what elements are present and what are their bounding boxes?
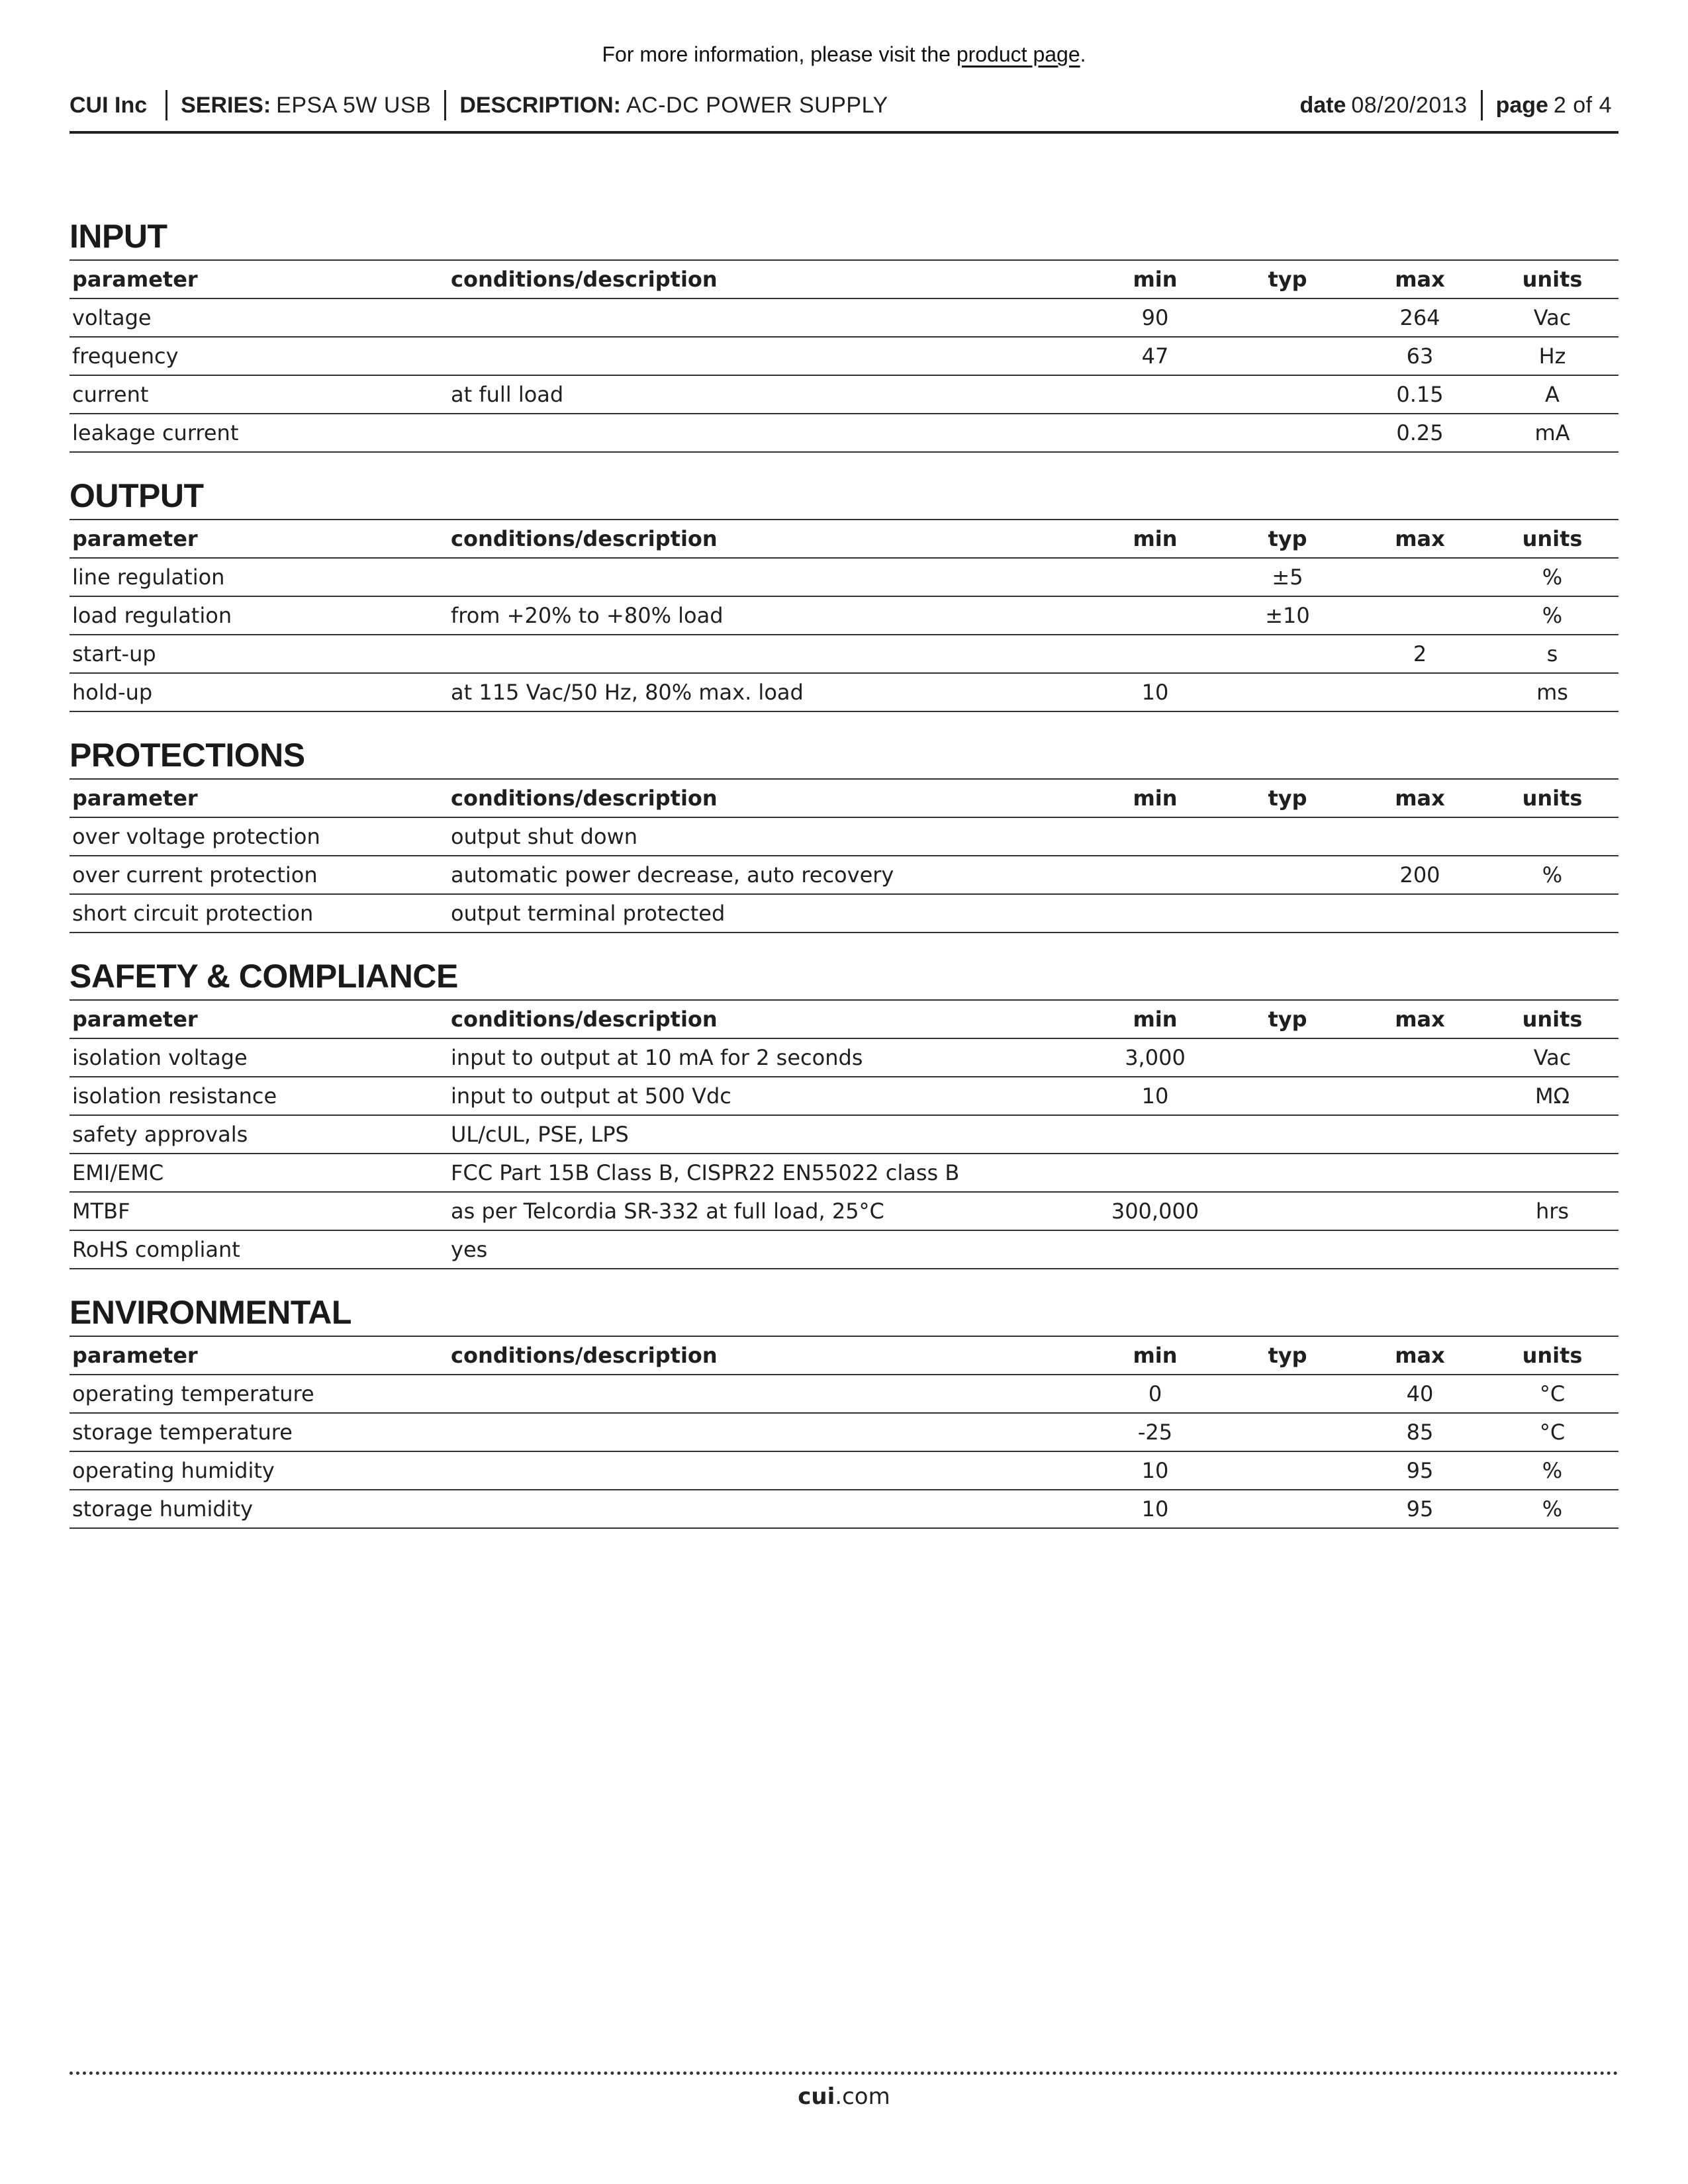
column-header-typ: typ bbox=[1221, 260, 1354, 298]
table-row bbox=[70, 298, 1618, 337]
cell-min bbox=[1089, 894, 1221, 933]
cell-typ bbox=[1221, 856, 1354, 894]
cell-units: A bbox=[1486, 375, 1618, 414]
section-safety-compliance bbox=[70, 953, 1618, 1269]
cell-max bbox=[1354, 894, 1486, 933]
spec-table bbox=[70, 1336, 1618, 1529]
column-header-parameter: parameter bbox=[70, 260, 448, 298]
cell-max bbox=[1354, 1230, 1486, 1269]
document-header bbox=[70, 86, 1618, 134]
cell-typ bbox=[1221, 817, 1354, 856]
section-title: SAFETY & COMPLIANCE bbox=[70, 958, 458, 995]
cell-typ bbox=[1221, 673, 1354, 711]
column-header-max: max bbox=[1354, 779, 1486, 817]
table-row bbox=[70, 1154, 1618, 1192]
cell-min bbox=[1089, 558, 1221, 596]
cell-conditions-description bbox=[448, 1451, 1089, 1490]
cell-max: 85 bbox=[1354, 1413, 1486, 1451]
cell-max bbox=[1354, 817, 1486, 856]
section-environmental bbox=[70, 1289, 1618, 1529]
column-header-min: min bbox=[1089, 260, 1221, 298]
cell-parameter: EMI/EMC bbox=[70, 1154, 448, 1192]
section-protections bbox=[70, 732, 1618, 933]
cell-max bbox=[1354, 1154, 1486, 1192]
column-header-min: min bbox=[1089, 1336, 1221, 1375]
cell-min: 10 bbox=[1089, 1077, 1221, 1115]
cell-units: % bbox=[1486, 1451, 1618, 1490]
cell-conditions-description bbox=[448, 298, 1089, 337]
cell-max bbox=[1354, 1192, 1486, 1230]
cell-typ bbox=[1221, 1192, 1354, 1230]
cell-parameter: over current protection bbox=[70, 856, 448, 894]
cell-typ bbox=[1221, 1115, 1354, 1154]
cell-max bbox=[1354, 1115, 1486, 1154]
cell-units: °C bbox=[1486, 1375, 1618, 1413]
cell-min: 3,000 bbox=[1089, 1038, 1221, 1077]
table-row bbox=[70, 635, 1618, 673]
cell-min: 0 bbox=[1089, 1375, 1221, 1413]
table-row bbox=[70, 1230, 1618, 1269]
cell-min: 10 bbox=[1089, 1451, 1221, 1490]
column-header-typ: typ bbox=[1221, 1336, 1354, 1375]
cell-min: 10 bbox=[1089, 673, 1221, 711]
cell-max: 63 bbox=[1354, 337, 1486, 375]
cell-conditions-description: automatic power decrease, auto recovery bbox=[448, 856, 1089, 894]
cell-min: 47 bbox=[1089, 337, 1221, 375]
cell-conditions-description: at 115 Vac/50 Hz, 80% max. load bbox=[448, 673, 1089, 711]
cell-units: ms bbox=[1486, 673, 1618, 711]
cell-min bbox=[1089, 1230, 1221, 1269]
cell-max bbox=[1354, 673, 1486, 711]
cell-units: mA bbox=[1486, 414, 1618, 452]
cell-max: 200 bbox=[1354, 856, 1486, 894]
section-title: INPUT bbox=[70, 218, 167, 255]
cell-units bbox=[1486, 817, 1618, 856]
column-header-conditions-description: conditions/description bbox=[448, 1336, 1089, 1375]
cell-conditions-description: input to output at 10 mA for 2 seconds bbox=[448, 1038, 1089, 1077]
cell-conditions-description bbox=[448, 558, 1089, 596]
cell-max: 0.15 bbox=[1354, 375, 1486, 414]
column-header-units: units bbox=[1486, 1336, 1618, 1375]
cell-max: 2 bbox=[1354, 635, 1486, 673]
cell-min bbox=[1089, 817, 1221, 856]
cell-units: % bbox=[1486, 596, 1618, 635]
cell-min bbox=[1089, 1115, 1221, 1154]
table-row bbox=[70, 337, 1618, 375]
column-header-conditions-description: conditions/description bbox=[448, 1000, 1089, 1038]
cell-units bbox=[1486, 894, 1618, 933]
column-header-min: min bbox=[1089, 779, 1221, 817]
table-row bbox=[70, 375, 1618, 414]
cell-units bbox=[1486, 1115, 1618, 1154]
cell-parameter: leakage current bbox=[70, 414, 448, 452]
spec-table bbox=[70, 999, 1618, 1269]
table-row bbox=[70, 1451, 1618, 1490]
product-info-period: . bbox=[1080, 42, 1086, 66]
cell-typ bbox=[1221, 298, 1354, 337]
cell-conditions-description: FCC Part 15B Class B, CISPR22 EN55022 class B bbox=[448, 1154, 1089, 1192]
column-header-units: units bbox=[1486, 1000, 1618, 1038]
cell-parameter: line regulation bbox=[70, 558, 448, 596]
table-header-row bbox=[70, 260, 1618, 298]
cell-max bbox=[1354, 558, 1486, 596]
cell-parameter: isolation voltage bbox=[70, 1038, 448, 1077]
column-header-units: units bbox=[1486, 260, 1618, 298]
cell-conditions-description: as per Telcordia SR-332 at full load, 25°C bbox=[448, 1192, 1089, 1230]
cell-units: Vac bbox=[1486, 1038, 1618, 1077]
table-row bbox=[70, 414, 1618, 452]
cell-parameter: frequency bbox=[70, 337, 448, 375]
product-page-link[interactable]: product page bbox=[956, 42, 1080, 66]
cell-max bbox=[1354, 1077, 1486, 1115]
cell-conditions-description bbox=[448, 1375, 1089, 1413]
section-title: OUTPUT bbox=[70, 477, 204, 514]
column-header-parameter: parameter bbox=[70, 779, 448, 817]
cell-units: % bbox=[1486, 856, 1618, 894]
cell-min bbox=[1089, 596, 1221, 635]
section-input bbox=[70, 213, 1618, 453]
cell-typ: ±5 bbox=[1221, 558, 1354, 596]
column-header-parameter: parameter bbox=[70, 1000, 448, 1038]
table-row bbox=[70, 1375, 1618, 1413]
column-header-max: max bbox=[1354, 1000, 1486, 1038]
cell-min: 90 bbox=[1089, 298, 1221, 337]
footer-divider bbox=[70, 2071, 1618, 2075]
cell-typ bbox=[1221, 414, 1354, 452]
cell-typ bbox=[1221, 1154, 1354, 1192]
cell-typ bbox=[1221, 337, 1354, 375]
header-divider bbox=[1481, 90, 1483, 120]
cell-typ bbox=[1221, 1375, 1354, 1413]
table-header-row bbox=[70, 1336, 1618, 1375]
cell-parameter: voltage bbox=[70, 298, 448, 337]
cell-parameter: RoHS compliant bbox=[70, 1230, 448, 1269]
cell-min: 300,000 bbox=[1089, 1192, 1221, 1230]
header-divider bbox=[444, 90, 446, 120]
cell-parameter: load regulation bbox=[70, 596, 448, 635]
section-title: PROTECTIONS bbox=[70, 737, 305, 774]
column-header-units: units bbox=[1486, 779, 1618, 817]
cell-parameter: storage temperature bbox=[70, 1413, 448, 1451]
column-header-parameter: parameter bbox=[70, 520, 448, 558]
section-title: ENVIRONMENTAL bbox=[70, 1294, 352, 1331]
cell-parameter: storage humidity bbox=[70, 1490, 448, 1528]
section-output bbox=[70, 473, 1618, 712]
cell-typ bbox=[1221, 1490, 1354, 1528]
table-row bbox=[70, 596, 1618, 635]
cell-typ bbox=[1221, 1077, 1354, 1115]
cell-parameter: operating humidity bbox=[70, 1451, 448, 1490]
cell-conditions-description: input to output at 500 Vdc bbox=[448, 1077, 1089, 1115]
cell-units: °C bbox=[1486, 1413, 1618, 1451]
cell-conditions-description: output shut down bbox=[448, 817, 1089, 856]
cell-conditions-description bbox=[448, 1413, 1089, 1451]
spec-table bbox=[70, 519, 1618, 712]
cell-parameter: isolation resistance bbox=[70, 1077, 448, 1115]
cell-max: 264 bbox=[1354, 298, 1486, 337]
table-row bbox=[70, 1490, 1618, 1528]
spec-sections bbox=[70, 213, 1618, 1529]
column-header-typ: typ bbox=[1221, 1000, 1354, 1038]
description-field: DESCRIPTION: AC-DC POWER SUPPLY bbox=[459, 92, 888, 118]
product-info-note bbox=[0, 42, 1688, 67]
cell-parameter: short circuit protection bbox=[70, 894, 448, 933]
column-header-typ: typ bbox=[1221, 779, 1354, 817]
cell-conditions-description: output terminal protected bbox=[448, 894, 1089, 933]
column-header-max: max bbox=[1354, 1336, 1486, 1375]
cell-conditions-description: yes bbox=[448, 1230, 1089, 1269]
cell-conditions-description: at full load bbox=[448, 375, 1089, 414]
cell-min: -25 bbox=[1089, 1413, 1221, 1451]
cell-min bbox=[1089, 414, 1221, 452]
cell-max: 95 bbox=[1354, 1490, 1486, 1528]
cell-units: hrs bbox=[1486, 1192, 1618, 1230]
cell-typ bbox=[1221, 1413, 1354, 1451]
cell-max: 40 bbox=[1354, 1375, 1486, 1413]
cell-units: Vac bbox=[1486, 298, 1618, 337]
table-row bbox=[70, 1077, 1618, 1115]
table-row bbox=[70, 1413, 1618, 1451]
cell-conditions-description: from +20% to +80% load bbox=[448, 596, 1089, 635]
cell-typ bbox=[1221, 375, 1354, 414]
cell-parameter: over voltage protection bbox=[70, 817, 448, 856]
cell-typ: ±10 bbox=[1221, 596, 1354, 635]
cell-parameter: safety approvals bbox=[70, 1115, 448, 1154]
table-header-row bbox=[70, 779, 1618, 817]
footer-website[interactable]: cui.com bbox=[798, 2083, 890, 2110]
spec-table bbox=[70, 259, 1618, 453]
column-header-min: min bbox=[1089, 520, 1221, 558]
table-row bbox=[70, 856, 1618, 894]
cell-min: 10 bbox=[1089, 1490, 1221, 1528]
page-number-field: page 2 of 4 bbox=[1495, 92, 1612, 118]
table-row bbox=[70, 1115, 1618, 1154]
cell-max: 95 bbox=[1354, 1451, 1486, 1490]
cell-parameter: hold-up bbox=[70, 673, 448, 711]
cell-units: % bbox=[1486, 558, 1618, 596]
cell-units: MΩ bbox=[1486, 1077, 1618, 1115]
cell-typ bbox=[1221, 1451, 1354, 1490]
cell-typ bbox=[1221, 1038, 1354, 1077]
cell-units bbox=[1486, 1154, 1618, 1192]
cell-parameter: operating temperature bbox=[70, 1375, 448, 1413]
table-row bbox=[70, 1038, 1618, 1077]
cell-units: % bbox=[1486, 1490, 1618, 1528]
header-divider bbox=[165, 90, 167, 120]
cell-parameter: start-up bbox=[70, 635, 448, 673]
date-field: date 08/20/2013 bbox=[1299, 92, 1468, 118]
column-header-conditions-description: conditions/description bbox=[448, 520, 1089, 558]
table-row bbox=[70, 817, 1618, 856]
column-header-units: units bbox=[1486, 520, 1618, 558]
table-row bbox=[70, 673, 1618, 711]
product-info-text: For more information, please visit the bbox=[602, 42, 957, 66]
cell-max bbox=[1354, 596, 1486, 635]
cell-conditions-description bbox=[448, 337, 1089, 375]
cell-parameter: current bbox=[70, 375, 448, 414]
column-header-max: max bbox=[1354, 260, 1486, 298]
column-header-typ: typ bbox=[1221, 520, 1354, 558]
column-header-min: min bbox=[1089, 1000, 1221, 1038]
cell-conditions-description bbox=[448, 414, 1089, 452]
cell-min bbox=[1089, 375, 1221, 414]
cell-conditions-description bbox=[448, 1490, 1089, 1528]
cell-units: Hz bbox=[1486, 337, 1618, 375]
table-row bbox=[70, 1192, 1618, 1230]
series-field: SERIES: EPSA 5W USB bbox=[181, 92, 432, 118]
cell-units bbox=[1486, 1230, 1618, 1269]
table-header-row bbox=[70, 520, 1618, 558]
column-header-parameter: parameter bbox=[70, 1336, 448, 1375]
cell-typ bbox=[1221, 1230, 1354, 1269]
column-header-conditions-description: conditions/description bbox=[448, 260, 1089, 298]
cell-max bbox=[1354, 1038, 1486, 1077]
cell-min bbox=[1089, 635, 1221, 673]
cell-conditions-description bbox=[448, 635, 1089, 673]
column-header-conditions-description: conditions/description bbox=[448, 779, 1089, 817]
column-header-max: max bbox=[1354, 520, 1486, 558]
cell-typ bbox=[1221, 894, 1354, 933]
cell-conditions-description: UL/cUL, PSE, LPS bbox=[448, 1115, 1089, 1154]
cell-units: s bbox=[1486, 635, 1618, 673]
cell-max: 0.25 bbox=[1354, 414, 1486, 452]
table-row bbox=[70, 894, 1618, 933]
company-name: CUI Inc bbox=[70, 92, 148, 118]
cell-parameter: MTBF bbox=[70, 1192, 448, 1230]
spec-table bbox=[70, 778, 1618, 933]
cell-typ bbox=[1221, 635, 1354, 673]
cell-min bbox=[1089, 1154, 1221, 1192]
table-header-row bbox=[70, 1000, 1618, 1038]
table-row bbox=[70, 558, 1618, 596]
cell-min bbox=[1089, 856, 1221, 894]
